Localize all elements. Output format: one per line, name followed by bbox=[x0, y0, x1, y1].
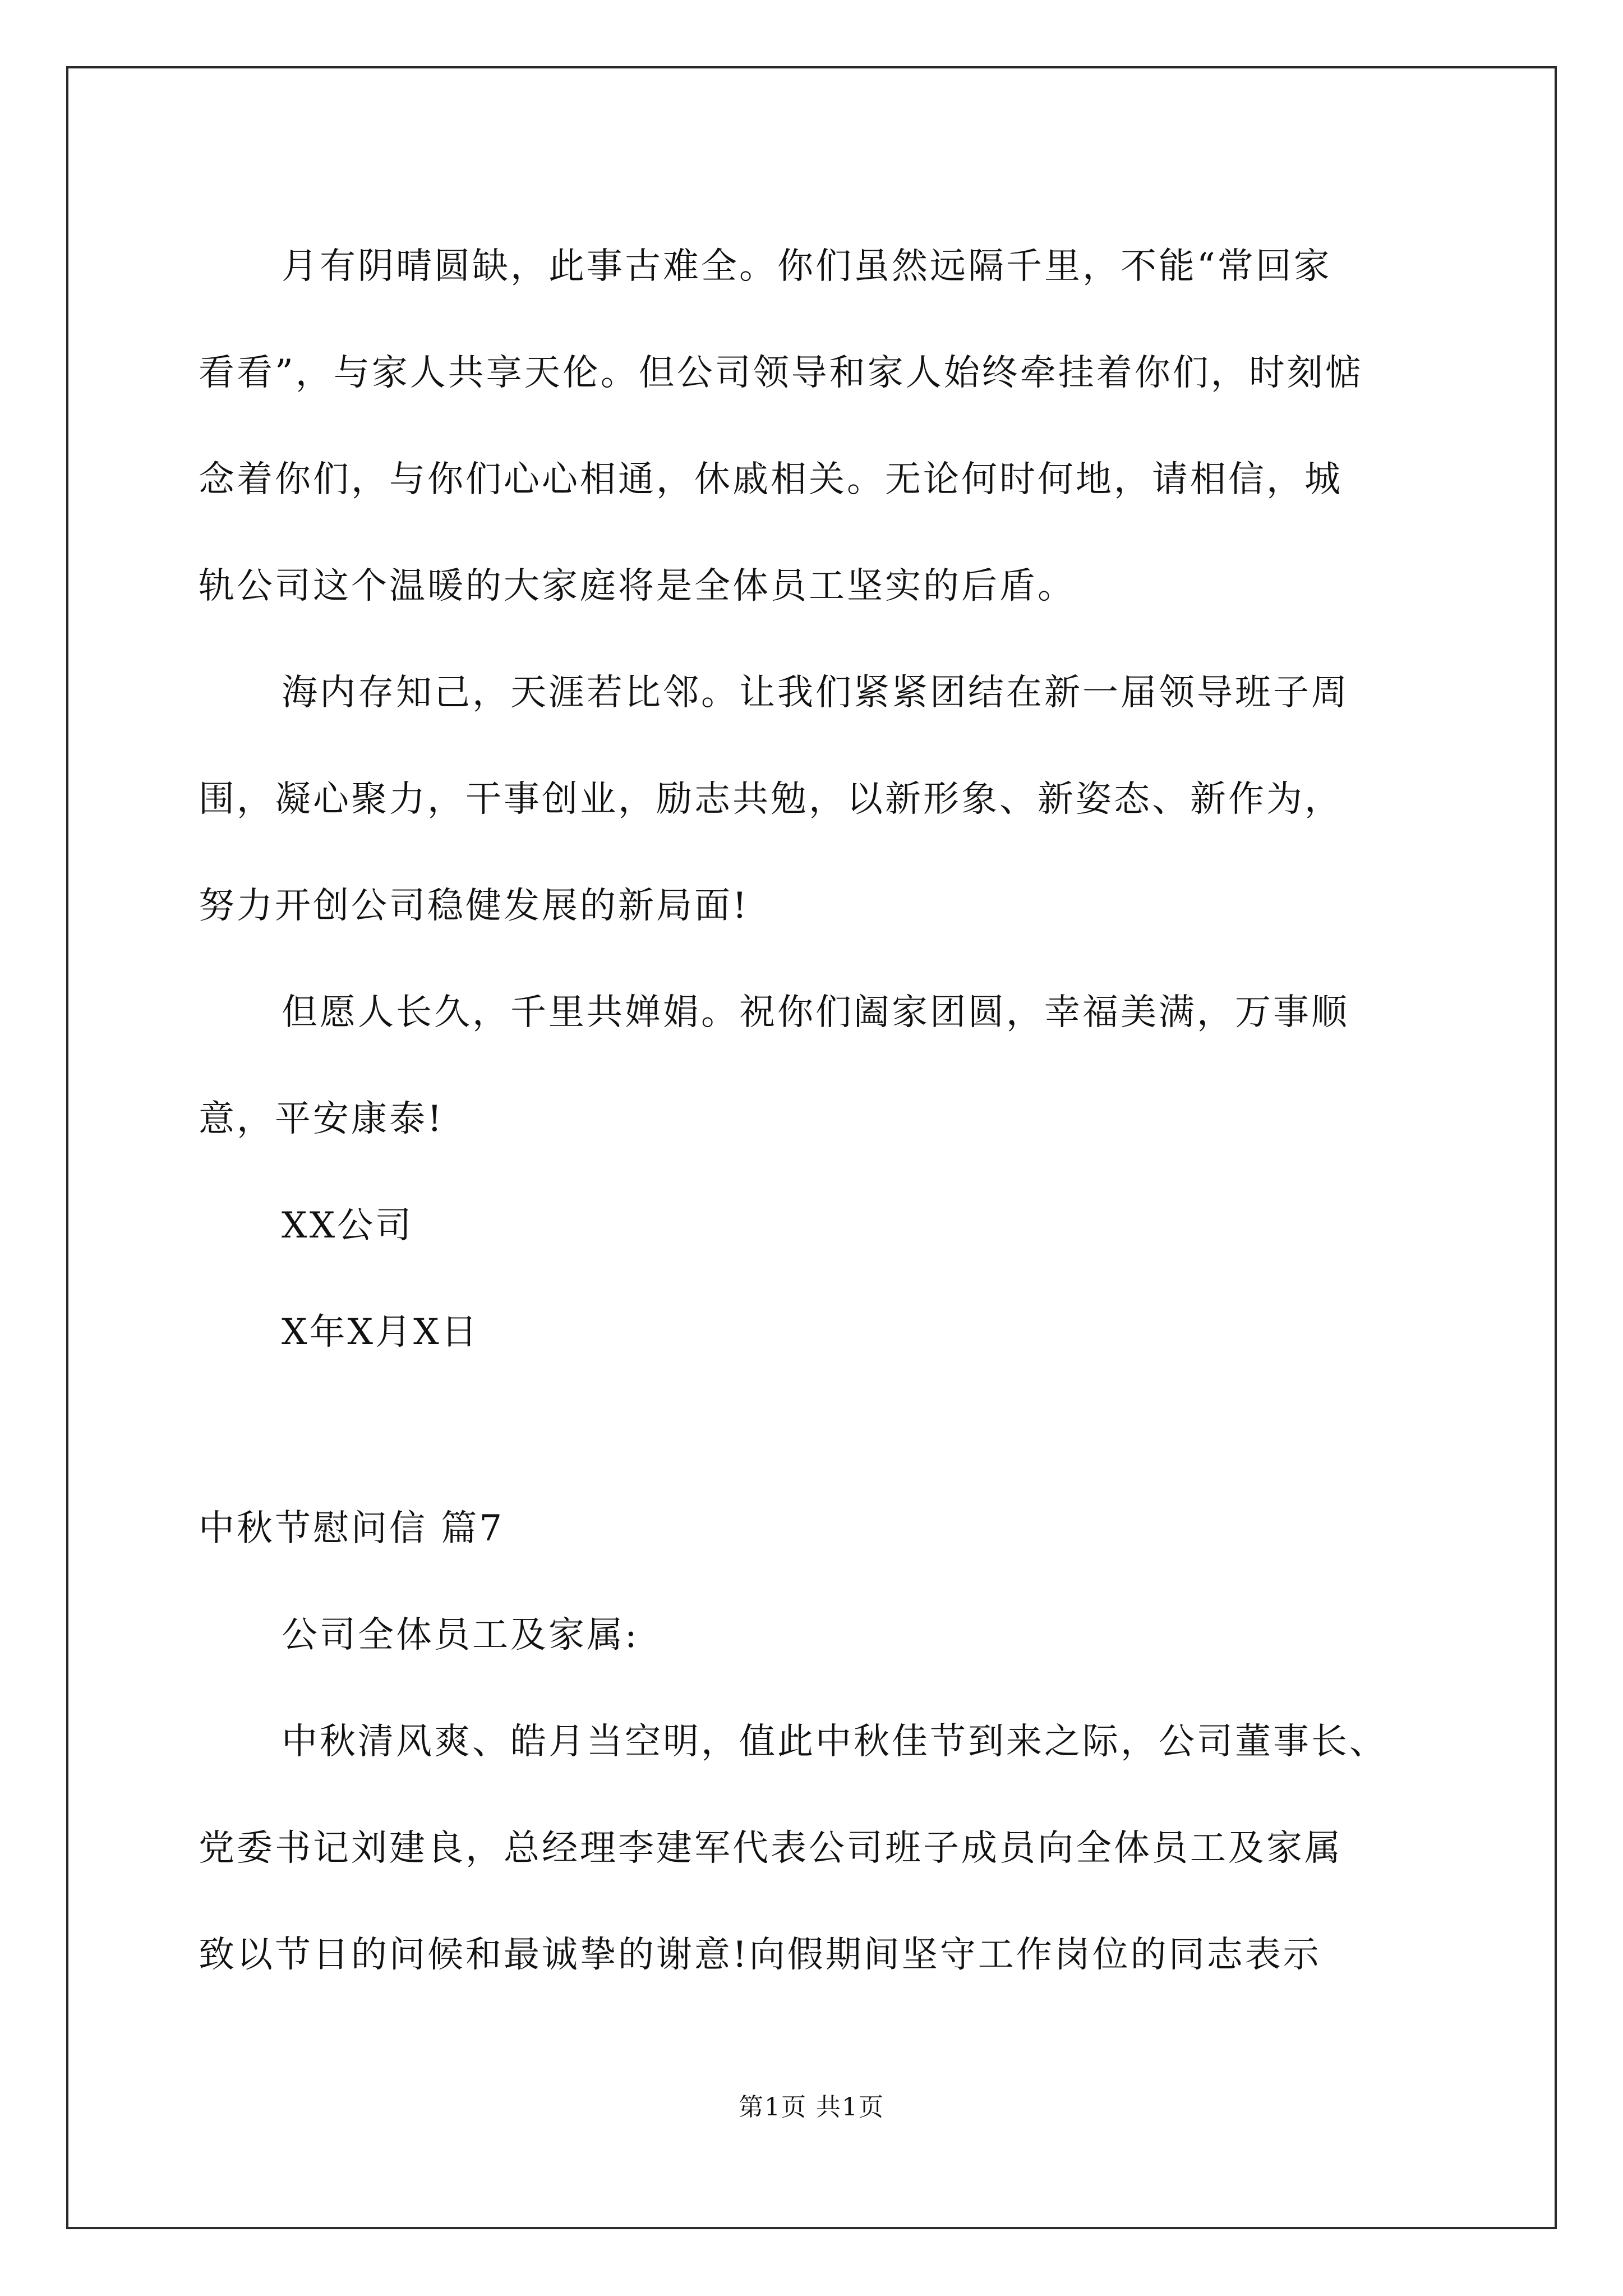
paragraph-line: 意，平安康泰! bbox=[199, 1098, 444, 1140]
paragraph-line: 围，凝心聚力，干事创业，励志共勉，以新形象、新姿态、新作为， bbox=[199, 779, 1343, 820]
section-gap bbox=[199, 1386, 1466, 1475]
paragraph-line: 海内存知己，天涯若比邻。让我们紧紧团结在新一届领导班子周 bbox=[282, 672, 1349, 714]
paragraph-line: 党委书记刘建良，总经理李建军代表公司班子成员向全体员工及家属 bbox=[199, 1828, 1343, 1869]
salutation: 公司全体员工及家属: bbox=[282, 1614, 639, 1656]
paragraph-line: 致以节日的问候和最诚挚的谢意!向假期间坚守工作岗位的同志表示 bbox=[199, 1934, 1321, 1976]
paragraph-line: 中秋清风爽、皓月当空明，值此中秋佳节到来之际，公司董事长、 bbox=[282, 1721, 1387, 1763]
paragraph-line: 看看”，与家人共享天伦。但公司领导和家人始终牵挂着你们，时刻惦 bbox=[199, 352, 1363, 394]
paragraph-4 bbox=[199, 1688, 1466, 2008]
section-title: 中秋节慰问信 篇7 bbox=[199, 1508, 505, 1549]
paragraph-2 bbox=[199, 639, 1466, 959]
paragraph-line: 努力开创公司稳健发展的新局面! bbox=[199, 885, 749, 927]
signature-company: XX公司 bbox=[282, 1205, 414, 1246]
paragraph-line: 轨公司这个温暖的大家庭将是全体员工坚实的后盾。 bbox=[199, 565, 1076, 607]
document-body bbox=[199, 213, 1466, 2008]
paragraph-line: 月有阴晴圆缺，此事古难全。你们虽然远隔千里，不能“常回家 bbox=[282, 246, 1332, 287]
paragraph-line: 念着你们，与你们心心相通，休戚相关。无论何时何地，请相信，城 bbox=[199, 459, 1343, 500]
signature-date: X年X月X日 bbox=[282, 1312, 479, 1353]
paragraph-1 bbox=[199, 213, 1466, 639]
paragraph-line: 但愿人长久，千里共婵娟。祝你们阖家团圆，幸福美满，万事顺 bbox=[282, 992, 1349, 1033]
paragraph-3 bbox=[199, 959, 1466, 1172]
page-footer: 第1页 共1页 bbox=[739, 2093, 884, 2122]
